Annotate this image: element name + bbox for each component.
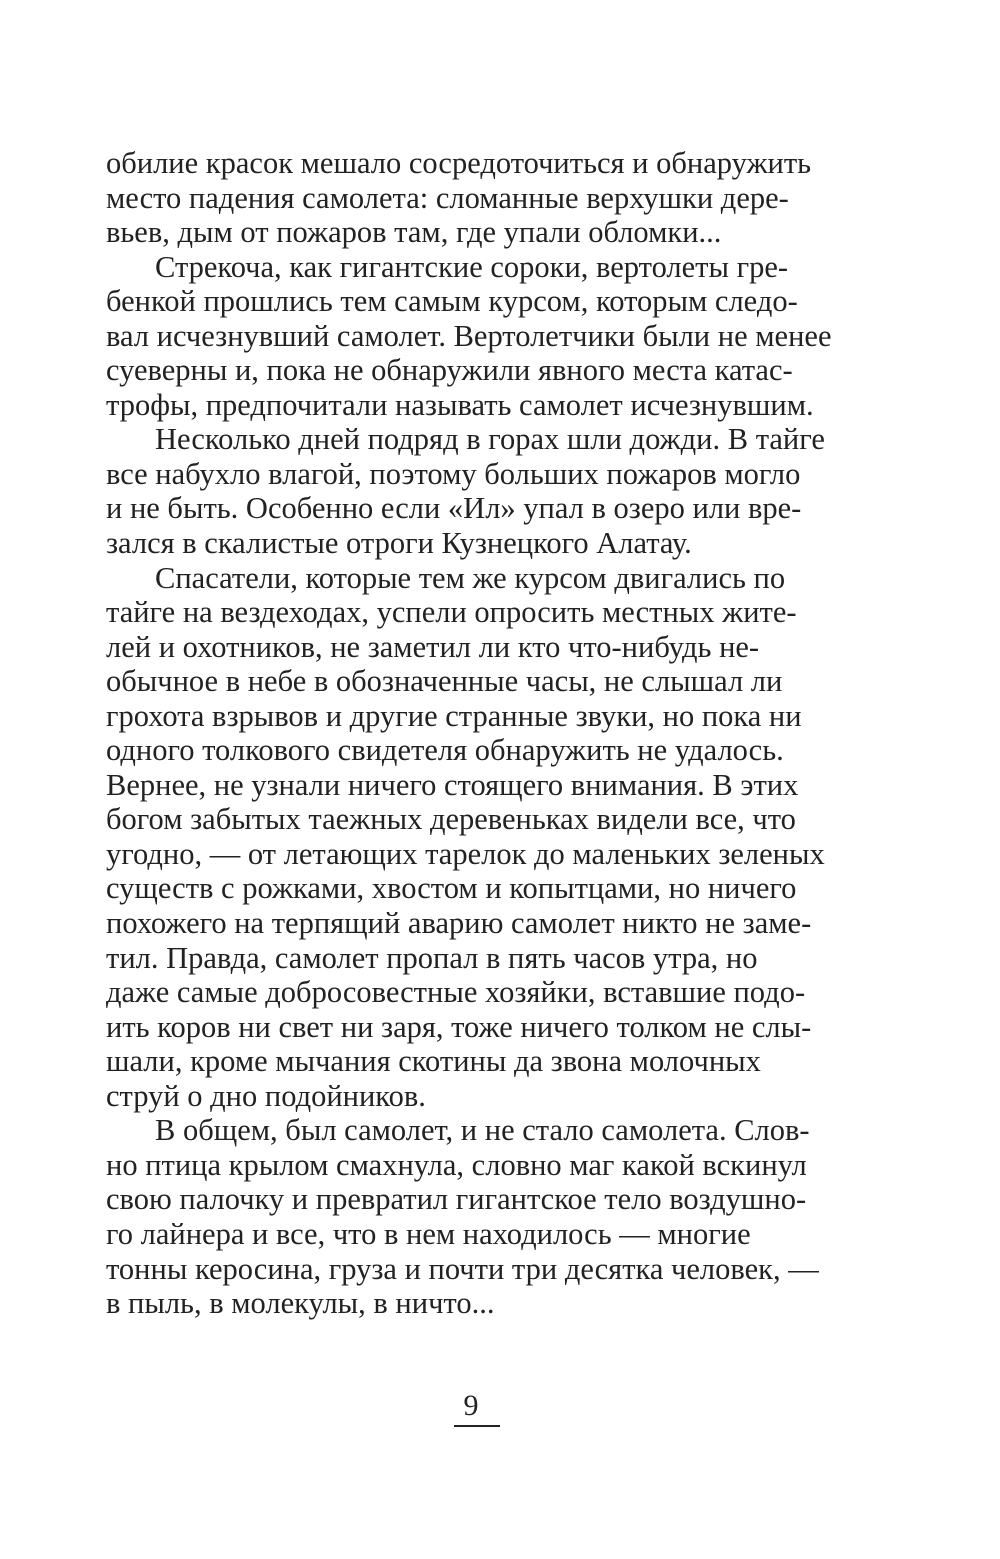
text-line: в пыль, в молекулы, в ничто... (106, 1286, 495, 1321)
text-line: обилие красок мешало сосредоточиться и обнаружить (106, 146, 812, 180)
text-line: вал исчезнувший самолет. Вертолетчики были не менее (106, 318, 832, 353)
text-line: вьев, дым от пожаров там, где упали обломки... (106, 215, 722, 250)
text-line: грохота взрывов и другие странные звуки, но пока ни (106, 698, 802, 733)
body-text (106, 146, 850, 1321)
text-line: трофы, предпочитали называть самолет исчезнувшим. (106, 387, 814, 422)
text-line: Вернее, не узнали ничего стоящего внимания. В этих (106, 767, 799, 802)
text-line: го лайнера и все, что в нем находилось — многие (106, 1216, 751, 1251)
text-line: струй о дно подойников. (106, 1078, 426, 1113)
text-line: свою палочку и превратил гигантское тело воздушно- (106, 1182, 807, 1217)
text-line: и не быть. Особенно если «Ил» упал в озеро или вре- (106, 491, 802, 526)
text-line: шали, кроме мычания скотины да звона молочных (106, 1044, 761, 1079)
text-line: существ с рожками, хвостом и копытцами, но ничего (106, 871, 797, 906)
text-line: угодно, — от летающих тарелок до маленьких зеленых (106, 836, 825, 871)
text-line: даже самые добросовестные хозяйки, вставшие подо- (106, 975, 806, 1010)
paragraph-start-line: Несколько дней подряд в горах шли дожди. В тайге (155, 422, 825, 457)
text-line: зался в скалистые отроги Кузнецкого Алатау. (106, 526, 692, 561)
paragraph-start-line: Стрекоча, как гигантские сороки, вертолеты гре- (155, 249, 789, 284)
text-line: тонны керосина, груза и почти три десятка человек, — (106, 1251, 819, 1286)
text-line: суеверны и, пока не обнаружили явного места катас- (106, 353, 793, 388)
text-line: одного толкового свидетеля обнаружить не удалось. (106, 733, 784, 768)
text-line: тайге на вездеходах, успели опросить местных жите- (106, 595, 797, 630)
paragraph-start-line: В общем, был самолет, и не стало самолета. Слов- (155, 1113, 810, 1148)
page-number-container (440, 1388, 502, 1424)
text-line: но птица крылом смахнула, словно маг какой вскинул (106, 1147, 807, 1182)
text-line: похожего на терпящий аварию самолет никто не заме- (106, 906, 812, 941)
text-line: богом забытых таежных деревеньках видели все, что (106, 802, 796, 837)
text-line: лей и охотников, не заметил ли кто что-нибудь не- (106, 629, 760, 664)
text-line: бенкой прошлись тем самым курсом, которым следо- (106, 284, 798, 319)
text-line: обычное в небе в обозначенные часы, не слышал ли (106, 664, 783, 699)
text-line: место падения самолета: сломанные верхушки дере- (106, 180, 789, 215)
page-number: 9 (463, 1389, 479, 1422)
text-line: ить коров ни свет ни заря, тоже ничего толком не слы- (106, 1009, 812, 1044)
page-number-underline (454, 1425, 500, 1427)
text-line: тил. Правда, самолет пропал в пять часов утра, но (106, 940, 758, 975)
text-line: все набухло влагой, поэтому больших пожаров могло (106, 456, 801, 491)
paragraph-start-line: Спасатели, которые тем же курсом двигались по (155, 560, 786, 595)
